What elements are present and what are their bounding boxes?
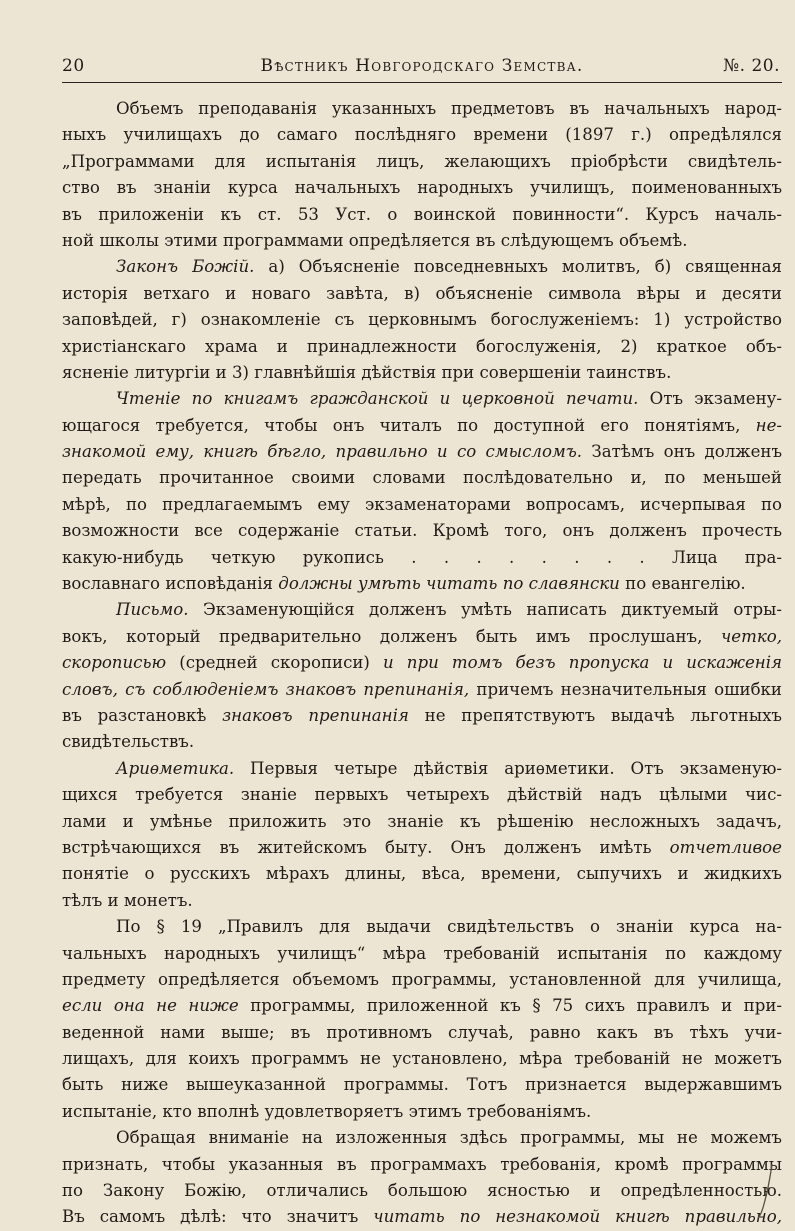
text-run: встрѣчающихся въ житейскомъ быту. Онъ долженъ имѣть [62,837,670,857]
text-line [62,571,782,597]
text-line [62,281,782,307]
text-line [62,967,782,993]
text-run: Въ самомъ дѣлѣ: что значитъ [62,1207,374,1227]
italic-phrase: не- [755,415,782,435]
text-line [62,492,782,518]
text-line [62,386,782,412]
text-line [62,835,782,861]
text-run: Экзаменующійся долженъ умѣть написать диктуемый отры- [188,600,782,620]
text-run: лищахъ, для коихъ программъ не установлено, мѣра требованій не можетъ [62,1049,782,1069]
italic-phrase: скорописью [62,653,167,673]
text-run: христіанскаго храма и принадлежности богослуженія, 2) краткое объ- [62,336,782,356]
text-line [62,228,782,254]
italic-phrase: словъ, съ соблюденіемъ знаковъ препинанія, [62,679,470,699]
text-line [62,1178,782,1204]
text-line [62,756,782,782]
text-line [62,1020,782,1046]
italic-phrase: Ариѳметика. [116,758,235,778]
text-line [62,360,782,386]
text-line [62,703,782,729]
text-run: признать, чтобы указанныя въ программахъ требованія, кромѣ программы [62,1154,782,1174]
italic-phrase: должны умѣть читать по славянски [278,574,620,594]
italic-phrase: отчетливое [669,837,782,857]
text-line [62,96,782,122]
text-run: (средней скорописи) [166,653,384,673]
text-line [62,729,782,755]
text-line [62,202,782,228]
text-run: свидѣтельствъ. [62,732,195,752]
text-line [62,465,782,491]
italic-phrase: если она не ниже [62,996,239,1016]
italic-phrase: Законъ Божій. [116,257,255,277]
text-run: тѣлъ и монетъ. [62,890,193,910]
text-line [62,1204,782,1230]
text-run: въ приложеніи къ ст. 53 Уст. о воинской повинности“. Курсъ началь- [62,204,782,224]
text-line [62,1072,782,1098]
text-line [62,545,782,571]
text-line [62,914,782,940]
text-line [62,1099,782,1125]
text-line [62,307,782,333]
journal-title: Вѣстникъ Новгородскаго Земства. [260,56,584,76]
text-run: Отъ экзамену- [638,389,782,409]
text-line [62,888,782,914]
issue-number: №. 20. [723,56,780,76]
text-run: по евангелію. [619,574,746,594]
text-run: заповѣдей, г) ознакомленіе съ церковнымъ богослуженіемъ: 1) устройство [62,310,782,330]
text-line [62,175,782,201]
page-body-text [62,96,782,1231]
text-line [62,1125,782,1151]
italic-phrase: четко, [720,626,782,646]
text-run: По § 19 „Правилъ для выдачи свидѣтельствъ о знаніи курса на- [116,917,782,937]
text-run: понятіе о русскихъ мѣрахъ длины, вѣса, времени, сыпучихъ и жидкихъ [62,864,782,884]
text-run: вославнаго исповѣданія [62,574,279,594]
text-run: быть ниже вышеуказанной программы. Тотъ признается выдержавшимъ [62,1075,782,1095]
pencil-mark [744,1160,784,1220]
text-run: исторія ветхаго и новаго завѣта, в) объясненіе символа вѣры и десяти [62,283,782,303]
text-line [62,993,782,1019]
text-run: возможности все содержаніе статьи. Кромѣ того, онъ долженъ прочесть [62,521,782,541]
text-line [62,597,782,623]
text-line [62,782,782,808]
text-run: ной школы этими программами опредѣляется въ слѣдующемъ объемѣ. [62,230,688,250]
text-run: щихся требуется знаніе первыхъ четырехъ дѣйствій надъ цѣлыми чис- [62,785,782,805]
text-run: какую-нибудь четкую рукопись . . . . . . . . Лица пра- [62,547,782,567]
text-run: мѣрѣ, по предлагаемымъ ему экзаменаторами вопросамъ, исчерпывая по [62,494,782,514]
text-run: программы, приложенной къ § 75 сихъ правилъ и при- [238,996,782,1016]
text-run: предмету опредѣляется объемомъ программы, установленной для училища, [62,969,782,989]
text-run: веденной нами выше; въ противномъ случаѣ, равно какъ въ тѣхъ учи- [62,1022,782,1042]
text-line [62,1152,782,1178]
text-run: вокъ, который предварительно долженъ быть имъ прослушанъ, [62,626,721,646]
text-run: причемъ незначительныя ошибки [469,679,782,699]
text-line [62,149,782,175]
text-run: лами и умѣнье приложить это знаніе къ рѣшенію несложныхъ задачъ, [62,811,782,831]
italic-phrase: знаковъ препинанія [222,705,409,725]
italic-phrase: и при томъ безъ пропуска и искаженія [383,653,782,673]
page-number: 20 [62,56,85,76]
text-line [62,677,782,703]
text-run: не препятствуютъ выдачѣ льготныхъ [408,705,782,725]
text-run: ющагося требуется, чтобы онъ читалъ по доступной его понятіямъ, [62,415,756,435]
text-line [62,809,782,835]
text-line [62,624,782,650]
text-run: ясненіе литургіи и 3) главнѣйшія дѣйствія при совершеніи таинствъ. [62,362,672,382]
text-line [62,861,782,887]
text-run: въ разстановкѣ [62,705,223,725]
italic-phrase: знакомой ему, книгѣ бѣгло, правильно и со смысломъ. [62,442,583,462]
text-run: „Программами для испытанія лицъ, желающихъ пріобрѣсти свидѣтель- [62,151,782,171]
text-run: чальныхъ народныхъ училищъ“ мѣра требованій испытанія по каждому [62,943,782,963]
text-line [62,941,782,967]
text-run: Обращая вниманіе на изложенныя здѣсь программы, мы не можемъ [116,1128,782,1148]
text-line [62,254,782,280]
text-run: Затѣмъ онъ долженъ [582,442,782,462]
italic-phrase: Письмо. [116,600,189,620]
italic-phrase: Чтеніе по книгамъ гражданской и церковной печати. [116,389,639,409]
text-run: испытаніе, кто вполнѣ удовлетворяетъ этимъ требованіямъ. [62,1101,592,1121]
text-line [62,650,782,676]
text-run: по Закону Божію, отличались большою ясностью и опредѣленностью. [62,1181,782,1201]
text-line [62,122,782,148]
text-run: Объемъ преподаванія указанныхъ предметовъ въ начальныхъ народ- [116,99,782,118]
text-line [62,334,782,360]
text-run: а) Объясненіе повседневныхъ молитвъ, б) священная [254,257,782,277]
text-run: ныхъ училищахъ до самаго послѣдняго времени (1897 г.) опредѣлялся [62,125,782,145]
text-line [62,518,782,544]
text-run: передать прочитанное своими словами послѣдовательно и, по меньшей [62,468,782,488]
text-run: Первыя четыре дѣйствія ариѳметики. Отъ экзаменую- [234,758,782,778]
text-run: ство въ знаніи курса начальныхъ народныхъ училищъ, поименованныхъ [62,178,782,198]
text-line [62,439,782,465]
text-line [62,413,782,439]
text-line [62,1046,782,1072]
italic-phrase: читать по незнакомой книгѣ правильно, [373,1207,782,1227]
running-header [62,54,782,83]
